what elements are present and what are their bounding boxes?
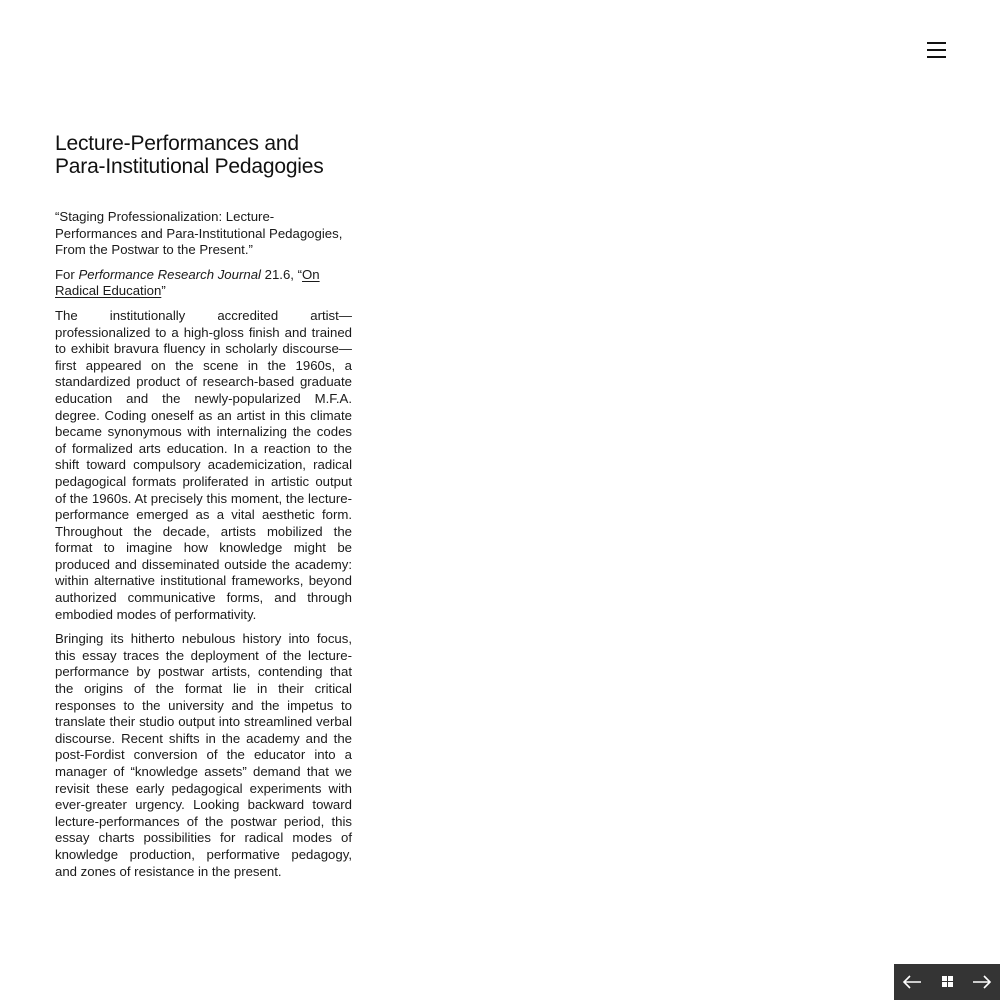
- publication-prefix: For: [55, 266, 79, 282]
- hamburger-menu-icon-line: [927, 42, 946, 44]
- article-body: [55, 209, 352, 880]
- publication-line: [55, 267, 352, 300]
- publication-issue: 21.6, “: [260, 266, 303, 282]
- grid-icon: [930, 964, 965, 1000]
- paragraph-2: Bringing its hitherto nebulous history into focus, this essay traces the deployment of the lecture-performance by postwar artists, contending that the origins of the format lie in their critical responses to the university and the impetus to translate their studio output into streamlined verbal discourse. Recent shifts in the academy and the post-Fordist conversion of the educator into a manager of “knowledge assets” demand that we revisit these early pedagogical experiments with ever-greater urgency. Looking backward toward lecture-performances of the postwar period, this essay charts possibilities for radical modes of knowledge production, performative pedagogy, and zones of resistance in the present.: [55, 631, 352, 879]
- article: [55, 132, 352, 888]
- grid-view-button[interactable]: [930, 964, 965, 1000]
- radical-education-link[interactable]: On Radical Education: [55, 266, 320, 299]
- title-line-1: Lecture-Performances and: [55, 132, 299, 155]
- paragraph-1: The institutionally accredited artist—professionalized to a high-gloss finish and trained to exhibit bravura fluency in scholarly discourse—first appeared on the scene in the 1960s, a standardized product of research-based graduate education and the newly-popularized M.F.A. degree. Coding oneself as an artist in this climate became synonymous with internalizing the codes of formalized arts education. In a reaction to the shift toward compulsory academicization, radical pedagogical formats proliferated in artistic output of the 1960s. At precisely this moment, the lecture-performance emerged as a vital aesthetic form. Throughout the decade, artists mobilized the format to imagine how knowledge might be produced and disseminated outside the academy: within alternative institutional frameworks, beyond authorized communicative forms, and through embodied modes of performativity.: [55, 307, 352, 622]
- journal-name: Performance Research Journal: [78, 266, 261, 282]
- arrow-left-icon: [894, 964, 929, 1000]
- hamburger-menu-icon-line: [927, 56, 946, 58]
- page-navigation-bar: [894, 964, 1000, 1000]
- arrow-right-icon: [965, 964, 1000, 1000]
- next-button[interactable]: [965, 964, 1000, 1000]
- menu-button[interactable]: [925, 40, 949, 60]
- citation: “Staging Professionalization: Lecture-Performances and Para-Institutional Pedagogies, From the Postwar to the Present.”: [55, 209, 343, 258]
- publication-suffix: ”: [161, 283, 166, 299]
- title-line-2: Para-Institutional Pedagogies: [55, 155, 324, 178]
- previous-button[interactable]: [894, 964, 929, 1000]
- hamburger-menu-icon-line: [927, 49, 946, 51]
- page-title: [55, 132, 352, 178]
